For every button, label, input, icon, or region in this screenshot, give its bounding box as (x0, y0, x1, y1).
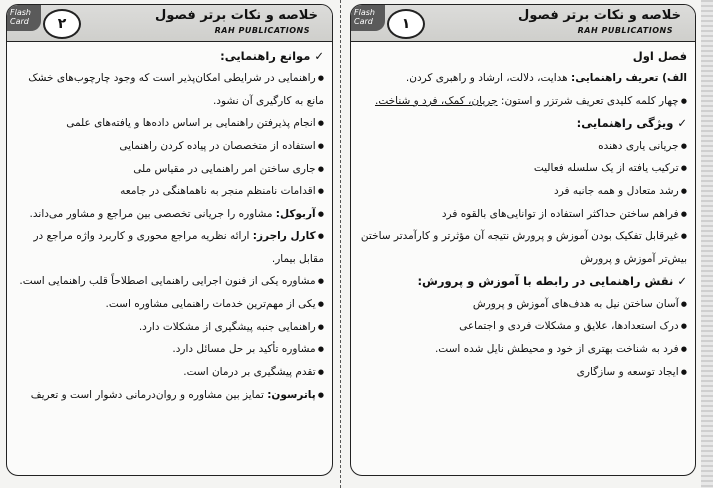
item-text: فرد به شناخت بهتری از خود و محیطش نایل شده است. (434, 343, 679, 356)
keywords-text: چهار کلمه کلیدی تعریف شرتزر و استون: (497, 95, 679, 108)
keywords: جریان، کمک، فرد و شناخت. (374, 95, 498, 108)
bullet-item (13, 270, 324, 293)
bullet-item (357, 135, 687, 158)
definition (357, 67, 687, 89)
publisher: RAH PUBLICATIONS (577, 26, 673, 35)
keywords-line (357, 90, 687, 113)
publisher: RAH PUBLICATIONS (214, 26, 310, 35)
bullet-item (13, 361, 324, 384)
item-text: غیرقابل تفکیک بودن آموزش و پرورش نتیجه آن مؤثرتر و کارآمدتر ساختن بیش‌تر آموزش و پرورش (360, 230, 687, 265)
item-text: مشاوره تأکید بر حل مسائل دارد. (172, 343, 316, 356)
card-header (7, 5, 332, 42)
section-heading (357, 270, 687, 292)
definition-term: الف) تعریف راهنمایی: (571, 72, 687, 85)
bullet-item (13, 316, 324, 339)
definition-text: هدایت، دلالت، ارشاد و راهبری کردن. (405, 72, 572, 85)
card-title: خلاصه و نکات برتر فصول (518, 8, 681, 23)
bullet-item (13, 135, 324, 158)
bullet-item (357, 338, 687, 361)
item-text: ترکیب یافته از یک سلسله فعالیت (533, 162, 679, 175)
term: آربوکل: (275, 208, 316, 221)
term: پاترسون: (267, 388, 316, 401)
section-heading (13, 45, 324, 67)
item-text: ✓ موانع راهنمایی: (220, 49, 324, 63)
card-header (351, 5, 695, 42)
item-text: یکی از مهم‌ترین خدمات راهنمایی مشاوره است. (105, 298, 316, 311)
bullet-item (13, 67, 324, 112)
item-text: ✓ نقش راهنمایی در رابطه با آموزش و پرورش: (417, 274, 687, 289)
item-text: مشاوره را جریانی تخصصی بین مراجع و مشاور می‌داند. (29, 208, 276, 221)
bullet-item (357, 180, 687, 203)
item-text: استفاده از متخصصان در پیاده کردن راهنمایی (119, 140, 316, 153)
card-title: خلاصه و نکات برتر فصول (155, 8, 318, 23)
item-text: فراهم ساختن حداکثر استفاده از توانایی‌های بالقوه فرد (441, 207, 679, 220)
flash-card-tag: Flash Card (351, 5, 385, 31)
bullet-item (357, 157, 687, 180)
bullet-item (357, 293, 687, 316)
card-body (13, 45, 324, 406)
card-body (357, 45, 687, 383)
item-text: تقدم پیشگیری بر درمان است. (183, 366, 316, 379)
flash-card-tag: Flash Card (7, 5, 41, 31)
item-text: ✓ ویژگی راهنمایی: (576, 116, 687, 131)
item-text: انجام پذیرفتن راهنمایی بر اساس داده‌ها و یافته‌های علمی (66, 117, 316, 130)
item-text: آسان ساختن نیل به هدف‌های آموزش و پرورش (472, 297, 679, 310)
flash-card-1 (350, 4, 696, 476)
bullet-item (13, 338, 324, 361)
term: کارل راجرز: (252, 230, 316, 243)
item-text: تمایز بین مشاوره و روان‌درمانی دشوار است و تعریف (30, 388, 268, 401)
section-heading (357, 112, 687, 134)
bullet-item (13, 293, 324, 316)
bullet-item (357, 315, 687, 338)
bullet-item (13, 384, 324, 407)
item-text: راهنمایی در شرایطی امکان‌پذیر است که وجود چارچوب‌های خشک مانع به کارگیری آن نشود. (28, 72, 324, 108)
bullet-item (357, 361, 687, 384)
item-text: اقدامات نامنظم منجر به ناهماهنگی در جامعه (120, 185, 316, 198)
chapter-title: فصل اول (632, 49, 687, 63)
card-number: ۲ (43, 9, 81, 39)
bullet-item (13, 158, 324, 181)
item-text: جریانی یاری دهنده (598, 140, 679, 153)
card-number: ۱ (387, 9, 425, 39)
page-divider (340, 0, 341, 488)
bullet-item (13, 225, 324, 270)
bullet-item (357, 203, 687, 226)
item-text: رشد متعادل و همه جانبه فرد (554, 185, 679, 198)
item-text: ارائه نظریه مراجع محوری و کاربرد واژه مراجع در مقابل بیمار. (33, 230, 324, 266)
item-text: ایجاد توسعه و سازگاری (576, 365, 679, 378)
item-text: مشاوره یکی از فنون اجرایی راهنمایی اصطلاحاً قلب راهنمایی است. (19, 275, 316, 288)
bullet-item (13, 180, 324, 203)
bullet-item (357, 225, 687, 270)
bullet-item (13, 203, 324, 226)
item-text: جاری ساختن امر راهنمایی در مقیاس ملی (133, 162, 316, 175)
item-text: راهنمایی جنبه پیشگیری از مشکلات دارد. (138, 320, 316, 333)
item-text: درک استعدادها، علایق و مشکلات فردی و اجتماعی (459, 320, 679, 333)
page-edge (701, 0, 713, 488)
flash-card-2 (6, 4, 333, 476)
bullet-item (13, 112, 324, 135)
